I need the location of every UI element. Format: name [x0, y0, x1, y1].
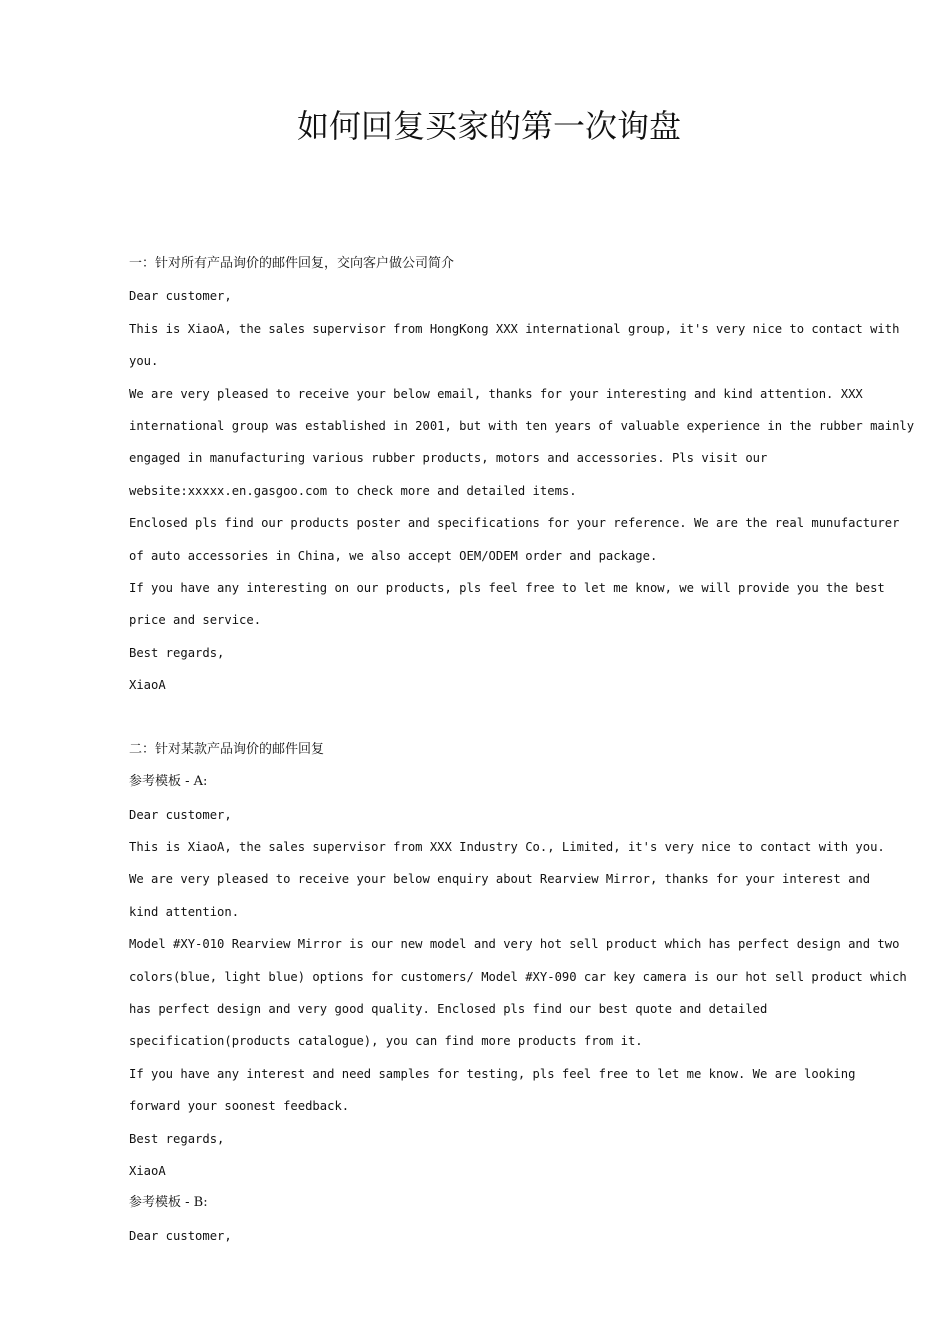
spacer: [129, 701, 851, 733]
paragraph-line: international group was established in 2001, but with ten years of valuable experience in the rubber mainly: [129, 418, 915, 433]
paragraph-line: has perfect design and very good quality. Enclosed pls find our best quote and detailed: [129, 1001, 768, 1016]
paragraph-line: This is XiaoA, the sales supervisor from HongKong XXX international group, it's very nice to contact with: [129, 321, 900, 336]
paragraph-line: Best regards,: [129, 1131, 225, 1146]
paragraph-line: We are very pleased to receive your below enquiry about Rearview Mirror, thanks for your interest and: [129, 872, 871, 887]
paragraph-line: Dear customer,: [129, 289, 232, 304]
paragraph-line: price and service.: [129, 613, 262, 628]
section-2-heading: 二：针对某款产品询价的邮件回复: [129, 741, 325, 757]
paragraph-line: If you have any interest and need samples for testing, pls feel free to let me know. We are looking: [129, 1066, 856, 1081]
template-b-label: 参考模板 - B:: [129, 1195, 208, 1211]
paragraph-line: XiaoA: [129, 678, 166, 693]
section-1-heading: 一：针对所有产品询价的邮件回复，交向客户做公司简介: [129, 256, 455, 271]
paragraph-line: We are very pleased to receive your below email, thanks for your interesting and kind attention. XXX: [129, 386, 863, 401]
document-title: 如何回复买家的第一次询盘: [296, 107, 681, 145]
paragraph-line: website:xxxxx.en.gasgoo.com to check more and detailed items.: [129, 483, 577, 498]
paragraph-line: Model #XY-010 Rearview Mirror is our new model and very hot sell product which has perfect design and two: [129, 937, 900, 952]
paragraph-line: Best regards,: [129, 645, 225, 660]
paragraph-line: Dear customer,: [129, 807, 232, 822]
paragraph-line: of auto accessories in China, we also accept OEM/ODEM order and package.: [129, 548, 658, 563]
paragraph-line: engaged in manufacturing various rubber products, motors and accessories. Pls visit our: [129, 451, 768, 466]
paragraph-line: This is XiaoA, the sales supervisor from XXX Industry Co., Limited, it's very nice to contact with you.: [129, 840, 885, 855]
paragraph-line: Enclosed pls find our products poster and specifications for your reference. We are the real munufacturer: [129, 516, 900, 531]
template-a-label: 参考模板 - A:: [129, 774, 208, 790]
document-body: [129, 248, 915, 1252]
paragraph-line: XiaoA: [129, 1163, 166, 1178]
paragraph-line: kind attention.: [129, 904, 240, 919]
paragraph-line: If you have any interesting on our products, pls feel free to let me know, we will provide you the best: [129, 580, 885, 595]
paragraph-line: you.: [129, 354, 159, 369]
paragraph-line: Dear customer,: [129, 1228, 232, 1243]
paragraph-line: colors(blue, light blue) options for customers/ Model #XY-090 car key camera is our hot sell product which: [129, 969, 907, 984]
paragraph-line: specification(products catalogue), you can find more products from it.: [129, 1034, 643, 1049]
paragraph-line: forward your soonest feedback.: [129, 1099, 350, 1114]
